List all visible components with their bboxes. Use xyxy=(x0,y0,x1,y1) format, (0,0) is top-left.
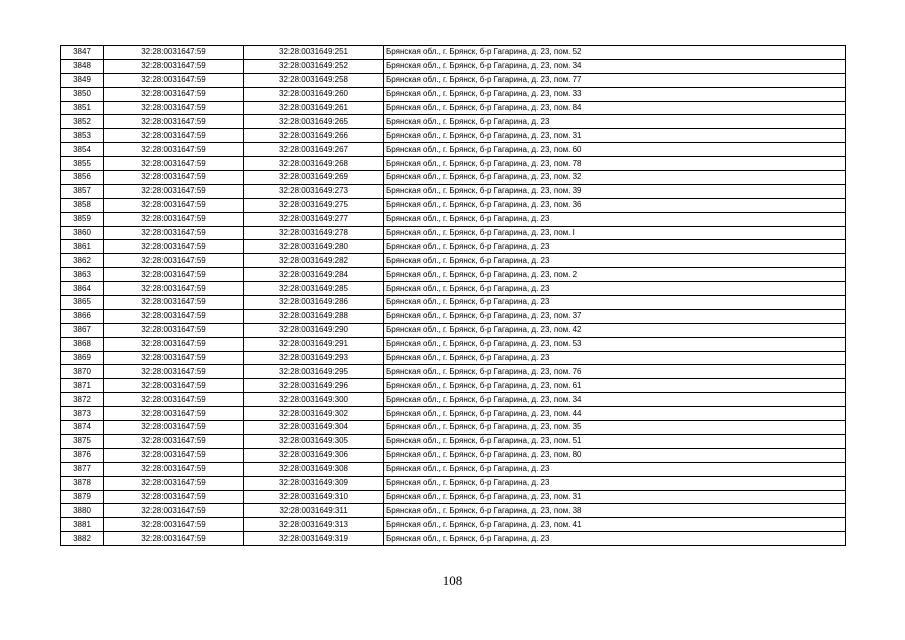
row-number-cell: 3873 xyxy=(61,407,104,421)
table-row xyxy=(61,129,846,143)
row-number-cell: 3863 xyxy=(61,268,104,282)
table-row xyxy=(61,157,846,171)
table-row xyxy=(61,407,846,421)
table-row xyxy=(61,532,846,546)
row-number-cell: 3881 xyxy=(61,518,104,532)
registry-table xyxy=(60,45,846,546)
quarter-cadastral-number-cell: 32:28:0031647:59 xyxy=(104,73,244,87)
cadastral-number-cell: 32:28:0031649:293 xyxy=(244,351,384,365)
table-row xyxy=(61,379,846,393)
cadastral-number-cell: 32:28:0031649:295 xyxy=(244,365,384,379)
row-number-cell: 3866 xyxy=(61,309,104,323)
row-number-cell: 3856 xyxy=(61,171,104,185)
cadastral-number-cell: 32:28:0031649:265 xyxy=(244,115,384,129)
address-cell: Брянская обл., г. Брянск, б-р Гагарина, д. 23, пом. 60 xyxy=(384,143,846,157)
address-cell: Брянская обл., г. Брянск, б-р Гагарина, д. 23, пом. 42 xyxy=(384,323,846,337)
address-cell: Брянская обл., г. Брянск, б-р Гагарина, д. 23, пом. 33 xyxy=(384,87,846,101)
address-cell: Брянская обл., г. Брянск, б-р Гагарина, д. 23, пом. 34 xyxy=(384,393,846,407)
table-row xyxy=(61,198,846,212)
address-cell: Брянская обл., г. Брянск, б-р Гагарина, д. 23 xyxy=(384,115,846,129)
quarter-cadastral-number-cell: 32:28:0031647:59 xyxy=(104,212,244,226)
row-number-cell: 3850 xyxy=(61,87,104,101)
cadastral-number-cell: 32:28:0031649:285 xyxy=(244,282,384,296)
cadastral-number-cell: 32:28:0031649:300 xyxy=(244,393,384,407)
table-row xyxy=(61,476,846,490)
page-number: 108 xyxy=(442,573,463,588)
address-cell: Брянская обл., г. Брянск, б-р Гагарина, д. 23 xyxy=(384,532,846,546)
cadastral-number-cell: 32:28:0031649:260 xyxy=(244,87,384,101)
row-number-cell: 3869 xyxy=(61,351,104,365)
quarter-cadastral-number-cell: 32:28:0031647:59 xyxy=(104,157,244,171)
cadastral-number-cell: 32:28:0031649:305 xyxy=(244,434,384,448)
quarter-cadastral-number-cell: 32:28:0031647:59 xyxy=(104,407,244,421)
cadastral-number-cell: 32:28:0031649:275 xyxy=(244,198,384,212)
table-row xyxy=(61,518,846,532)
address-cell: Брянская обл., г. Брянск, б-р Гагарина, д. 23 xyxy=(384,254,846,268)
table-row xyxy=(61,365,846,379)
quarter-cadastral-number-cell: 32:28:0031647:59 xyxy=(104,101,244,115)
table-row xyxy=(61,351,846,365)
quarter-cadastral-number-cell: 32:28:0031647:59 xyxy=(104,365,244,379)
quarter-cadastral-number-cell: 32:28:0031647:59 xyxy=(104,87,244,101)
cadastral-number-cell: 32:28:0031649:258 xyxy=(244,73,384,87)
quarter-cadastral-number-cell: 32:28:0031647:59 xyxy=(104,171,244,185)
cadastral-number-cell: 32:28:0031649:278 xyxy=(244,226,384,240)
table-row xyxy=(61,296,846,310)
address-cell: Брянская обл., г. Брянск, б-р Гагарина, д. 23, пом. 78 xyxy=(384,157,846,171)
quarter-cadastral-number-cell: 32:28:0031647:59 xyxy=(104,282,244,296)
cadastral-number-cell: 32:28:0031649:286 xyxy=(244,296,384,310)
address-cell: Брянская обл., г. Брянск, б-р Гагарина, д. 23 xyxy=(384,476,846,490)
quarter-cadastral-number-cell: 32:28:0031647:59 xyxy=(104,518,244,532)
cadastral-number-cell: 32:28:0031649:311 xyxy=(244,504,384,518)
quarter-cadastral-number-cell: 32:28:0031647:59 xyxy=(104,226,244,240)
cadastral-number-cell: 32:28:0031649:308 xyxy=(244,462,384,476)
row-number-cell: 3860 xyxy=(61,226,104,240)
table-row xyxy=(61,212,846,226)
row-number-cell: 3853 xyxy=(61,129,104,143)
address-cell: Брянская обл., г. Брянск, б-р Гагарина, д. 23, пом. 37 xyxy=(384,309,846,323)
cadastral-number-cell: 32:28:0031649:319 xyxy=(244,532,384,546)
quarter-cadastral-number-cell: 32:28:0031647:59 xyxy=(104,46,244,60)
row-number-cell: 3864 xyxy=(61,282,104,296)
quarter-cadastral-number-cell: 32:28:0031647:59 xyxy=(104,143,244,157)
address-cell: Брянская обл., г. Брянск, б-р Гагарина, д. 23 xyxy=(384,462,846,476)
address-cell: Брянская обл., г. Брянск, б-р Гагарина, д. 23, пом. 76 xyxy=(384,365,846,379)
quarter-cadastral-number-cell: 32:28:0031647:59 xyxy=(104,337,244,351)
cadastral-number-cell: 32:28:0031649:269 xyxy=(244,171,384,185)
table-row xyxy=(61,323,846,337)
address-cell: Брянская обл., г. Брянск, б-р Гагарина, д. 23, пом. 53 xyxy=(384,337,846,351)
cadastral-number-cell: 32:28:0031649:251 xyxy=(244,46,384,60)
cadastral-number-cell: 32:28:0031649:306 xyxy=(244,448,384,462)
table-row xyxy=(61,59,846,73)
registry-table-body xyxy=(61,46,846,546)
quarter-cadastral-number-cell: 32:28:0031647:59 xyxy=(104,490,244,504)
quarter-cadastral-number-cell: 32:28:0031647:59 xyxy=(104,532,244,546)
cadastral-number-cell: 32:28:0031649:296 xyxy=(244,379,384,393)
address-cell: Брянская обл., г. Брянск, б-р Гагарина, д. 23, пом. 38 xyxy=(384,504,846,518)
cadastral-number-cell: 32:28:0031649:280 xyxy=(244,240,384,254)
address-cell: Брянская обл., г. Брянск, б-р Гагарина, д. 23, пом. 34 xyxy=(384,59,846,73)
address-cell: Брянская обл., г. Брянск, б-р Гагарина, д. 23, пом. 51 xyxy=(384,434,846,448)
row-number-cell: 3852 xyxy=(61,115,104,129)
address-cell: Брянская обл., г. Брянск, б-р Гагарина, д. 23, пом. 31 xyxy=(384,129,846,143)
row-number-cell: 3868 xyxy=(61,337,104,351)
address-cell: Брянская обл., г. Брянск, б-р Гагарина, д. 23, пом. 2 xyxy=(384,268,846,282)
row-number-cell: 3879 xyxy=(61,490,104,504)
cadastral-number-cell: 32:28:0031649:261 xyxy=(244,101,384,115)
row-number-cell: 3857 xyxy=(61,184,104,198)
address-cell: Брянская обл., г. Брянск, б-р Гагарина, д. 23, пом. 44 xyxy=(384,407,846,421)
table-row xyxy=(61,184,846,198)
address-cell: Брянская обл., г. Брянск, б-р Гагарина, д. 23, пом. I xyxy=(384,226,846,240)
quarter-cadastral-number-cell: 32:28:0031647:59 xyxy=(104,434,244,448)
address-cell: Брянская обл., г. Брянск, б-р Гагарина, д. 23, пом. 39 xyxy=(384,184,846,198)
table-row xyxy=(61,282,846,296)
table-row xyxy=(61,309,846,323)
table-row xyxy=(61,226,846,240)
row-number-cell: 3861 xyxy=(61,240,104,254)
address-cell: Брянская обл., г. Брянск, б-р Гагарина, д. 23, пом. 32 xyxy=(384,171,846,185)
cadastral-number-cell: 32:28:0031649:304 xyxy=(244,421,384,435)
address-cell: Брянская обл., г. Брянск, б-р Гагарина, д. 23, пом. 35 xyxy=(384,421,846,435)
table-row xyxy=(61,504,846,518)
quarter-cadastral-number-cell: 32:28:0031647:59 xyxy=(104,240,244,254)
table-row xyxy=(61,490,846,504)
row-number-cell: 3847 xyxy=(61,46,104,60)
cadastral-number-cell: 32:28:0031649:302 xyxy=(244,407,384,421)
cadastral-number-cell: 32:28:0031649:290 xyxy=(244,323,384,337)
address-cell: Брянская обл., г. Брянск, б-р Гагарина, д. 23 xyxy=(384,351,846,365)
address-cell: Брянская обл., г. Брянск, б-р Гагарина, д. 23, пом. 77 xyxy=(384,73,846,87)
cadastral-number-cell: 32:28:0031649:309 xyxy=(244,476,384,490)
quarter-cadastral-number-cell: 32:28:0031647:59 xyxy=(104,198,244,212)
quarter-cadastral-number-cell: 32:28:0031647:59 xyxy=(104,421,244,435)
table-row xyxy=(61,171,846,185)
quarter-cadastral-number-cell: 32:28:0031647:59 xyxy=(104,309,244,323)
cadastral-number-cell: 32:28:0031649:291 xyxy=(244,337,384,351)
quarter-cadastral-number-cell: 32:28:0031647:59 xyxy=(104,184,244,198)
cadastral-number-cell: 32:28:0031649:282 xyxy=(244,254,384,268)
quarter-cadastral-number-cell: 32:28:0031647:59 xyxy=(104,379,244,393)
row-number-cell: 3874 xyxy=(61,421,104,435)
address-cell: Брянская обл., г. Брянск, б-р Гагарина, д. 23, пом. 36 xyxy=(384,198,846,212)
row-number-cell: 3872 xyxy=(61,393,104,407)
cadastral-number-cell: 32:28:0031649:313 xyxy=(244,518,384,532)
address-cell: Брянская обл., г. Брянск, б-р Гагарина, д. 23 xyxy=(384,282,846,296)
table-row xyxy=(61,462,846,476)
row-number-cell: 3882 xyxy=(61,532,104,546)
row-number-cell: 3862 xyxy=(61,254,104,268)
address-cell: Брянская обл., г. Брянск, б-р Гагарина, д. 23, пом. 84 xyxy=(384,101,846,115)
quarter-cadastral-number-cell: 32:28:0031647:59 xyxy=(104,254,244,268)
cadastral-number-cell: 32:28:0031649:284 xyxy=(244,268,384,282)
cadastral-number-cell: 32:28:0031649:288 xyxy=(244,309,384,323)
row-number-cell: 3880 xyxy=(61,504,104,518)
table-row xyxy=(61,115,846,129)
row-number-cell: 3878 xyxy=(61,476,104,490)
row-number-cell: 3877 xyxy=(61,462,104,476)
row-number-cell: 3876 xyxy=(61,448,104,462)
row-number-cell: 3854 xyxy=(61,143,104,157)
cadastral-number-cell: 32:28:0031649:268 xyxy=(244,157,384,171)
table-row xyxy=(61,254,846,268)
table-row xyxy=(61,421,846,435)
row-number-cell: 3871 xyxy=(61,379,104,393)
address-cell: Брянская обл., г. Брянск, б-р Гагарина, д. 23, пом. 31 xyxy=(384,490,846,504)
quarter-cadastral-number-cell: 32:28:0031647:59 xyxy=(104,476,244,490)
cadastral-number-cell: 32:28:0031649:277 xyxy=(244,212,384,226)
quarter-cadastral-number-cell: 32:28:0031647:59 xyxy=(104,296,244,310)
row-number-cell: 3858 xyxy=(61,198,104,212)
row-number-cell: 3849 xyxy=(61,73,104,87)
row-number-cell: 3859 xyxy=(61,212,104,226)
address-cell: Брянская обл., г. Брянск, б-р Гагарина, д. 23, пом. 80 xyxy=(384,448,846,462)
table-row xyxy=(61,337,846,351)
table-row xyxy=(61,46,846,60)
row-number-cell: 3851 xyxy=(61,101,104,115)
quarter-cadastral-number-cell: 32:28:0031647:59 xyxy=(104,393,244,407)
quarter-cadastral-number-cell: 32:28:0031647:59 xyxy=(104,351,244,365)
quarter-cadastral-number-cell: 32:28:0031647:59 xyxy=(104,115,244,129)
cadastral-number-cell: 32:28:0031649:267 xyxy=(244,143,384,157)
table-row xyxy=(61,101,846,115)
table-row xyxy=(61,240,846,254)
table-row xyxy=(61,268,846,282)
quarter-cadastral-number-cell: 32:28:0031647:59 xyxy=(104,59,244,73)
cadastral-number-cell: 32:28:0031649:252 xyxy=(244,59,384,73)
quarter-cadastral-number-cell: 32:28:0031647:59 xyxy=(104,462,244,476)
address-cell: Брянская обл., г. Брянск, б-р Гагарина, д. 23, пом. 61 xyxy=(384,379,846,393)
table-row xyxy=(61,448,846,462)
table-row xyxy=(61,87,846,101)
cadastral-number-cell: 32:28:0031649:273 xyxy=(244,184,384,198)
table-row xyxy=(61,393,846,407)
row-number-cell: 3865 xyxy=(61,296,104,310)
cadastral-number-cell: 32:28:0031649:266 xyxy=(244,129,384,143)
row-number-cell: 3867 xyxy=(61,323,104,337)
row-number-cell: 3870 xyxy=(61,365,104,379)
address-cell: Брянская обл., г. Брянск, б-р Гагарина, д. 23 xyxy=(384,240,846,254)
quarter-cadastral-number-cell: 32:28:0031647:59 xyxy=(104,448,244,462)
address-cell: Брянская обл., г. Брянск, б-р Гагарина, д. 23, пом. 41 xyxy=(384,518,846,532)
address-cell: Брянская обл., г. Брянск, б-р Гагарина, д. 23, пом. 52 xyxy=(384,46,846,60)
row-number-cell: 3875 xyxy=(61,434,104,448)
quarter-cadastral-number-cell: 32:28:0031647:59 xyxy=(104,129,244,143)
row-number-cell: 3848 xyxy=(61,59,104,73)
row-number-cell: 3855 xyxy=(61,157,104,171)
quarter-cadastral-number-cell: 32:28:0031647:59 xyxy=(104,504,244,518)
quarter-cadastral-number-cell: 32:28:0031647:59 xyxy=(104,323,244,337)
cadastral-number-cell: 32:28:0031649:310 xyxy=(244,490,384,504)
address-cell: Брянская обл., г. Брянск, б-р Гагарина, д. 23 xyxy=(384,212,846,226)
table-row xyxy=(61,143,846,157)
address-cell: Брянская обл., г. Брянск, б-р Гагарина, д. 23 xyxy=(384,296,846,310)
quarter-cadastral-number-cell: 32:28:0031647:59 xyxy=(104,268,244,282)
table-row xyxy=(61,73,846,87)
table-row xyxy=(61,434,846,448)
